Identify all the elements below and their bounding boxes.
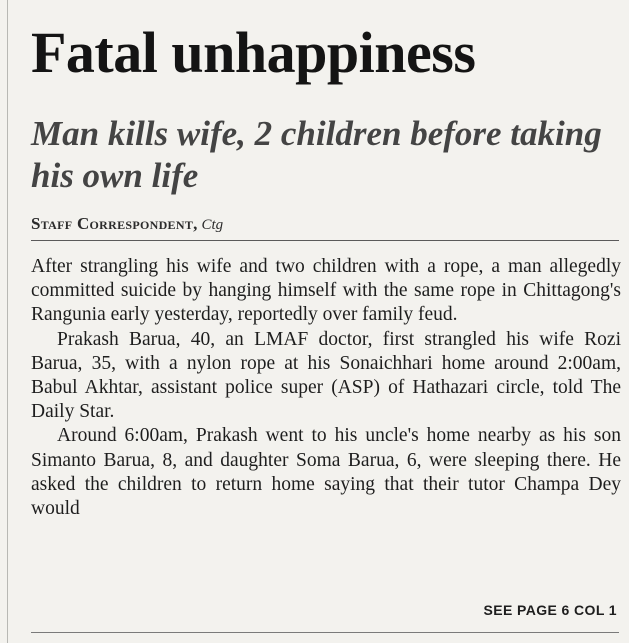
byline-divider [31, 240, 619, 241]
continuation-jump: SEE PAGE 6 COL 1 [483, 602, 617, 618]
bottom-divider [31, 632, 619, 633]
left-column-rule [7, 0, 8, 643]
byline-name: Staff Correspondent, [31, 214, 198, 233]
byline [31, 214, 223, 235]
paragraph-2: Prakash Barua, 40, an LMAF doctor, first strangled his wife Rozi Barua, 35, with a nylon rope at his Sonaichhari home around 2:00am, Babul Akhtar, assistant police super (ASP) of Hathazari circle, told The Daily Star. [31, 328, 621, 423]
byline-location: Ctg [201, 217, 224, 233]
article-body [31, 255, 621, 521]
paragraph-3: Around 6:00am, Prakash went to his uncle's home nearby as his son Simanto Barua, 8, and daughter Soma Barua, 6, were sleeping there. He asked the children to return home saying that their tutor Champa Dey would [31, 425, 621, 520]
subheadline: Man kills wife, 2 children before taking his own life [31, 114, 602, 195]
paragraph-1: After strangling his wife and two children with a rope, a man allegedly committed suicide by hanging himself with the same rope in Chittagong's Rangunia early yesterday, reportedly over family feud. [31, 256, 621, 326]
headline: Fatal unhappiness [31, 20, 476, 85]
